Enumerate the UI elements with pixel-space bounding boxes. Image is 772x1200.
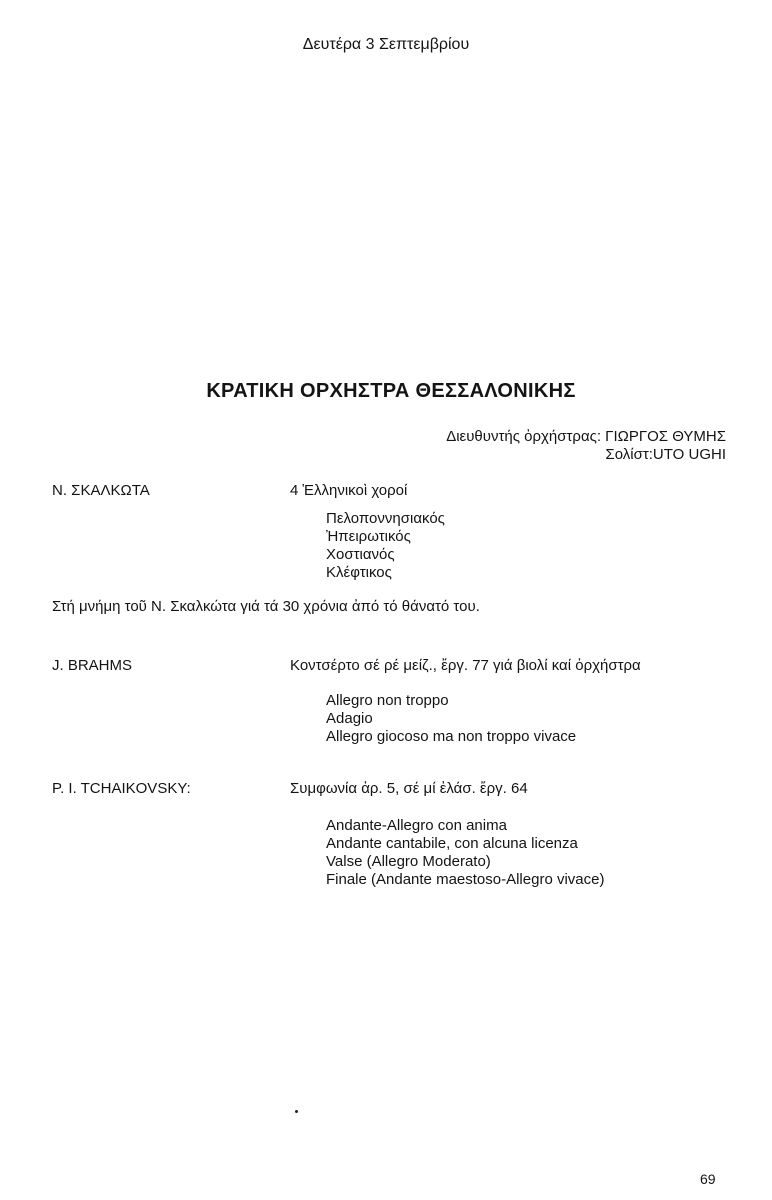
page-date-header: Δευτέρα 3 Σεπτεμβρίου <box>302 36 470 53</box>
movement-list <box>326 692 576 746</box>
movement-item: Andante cantabile, con alcuna licenza <box>326 835 578 852</box>
soloist-line: Σολίστ:UTO UGHI <box>605 446 726 463</box>
print-speck <box>295 1110 298 1113</box>
movement-item: Ἠπειρωτικός <box>326 528 411 545</box>
movement-item: Adagio <box>326 710 373 727</box>
orchestra-title: ΚΡΑΤΙΚΗ ΟΡΧΗΣΤΡΑ ΘΕΣΣΑΛΟΝΙΚΗΣ <box>206 380 576 402</box>
work-title: Κοντσέρτο σέ ρέ μείζ., ἔργ. 77 γιά βιολί καί ὀρχήστρα <box>290 657 641 674</box>
movement-item: Allegro giocoso ma non troppo vivace <box>326 728 577 745</box>
performer-credits <box>446 428 726 464</box>
work-title: Συμφωνία ἀρ. 5, σέ μί ἐλάσ. ἔργ. 64 <box>290 780 528 797</box>
movement-item: Andante-Allegro con anima <box>326 817 507 834</box>
page-number: 69 <box>700 1171 716 1187</box>
movement-item: Χοστιανός <box>326 546 395 563</box>
movement-list <box>326 510 445 582</box>
movement-item: Allegro non troppo <box>326 692 449 709</box>
composer-name: P. I. TCHAIKOVSKY: <box>52 780 191 797</box>
conductor-line: Διευθυντής ὀρχήστρας: ΓΙΩΡΓΟΣ ΘΥΜΗΣ <box>446 428 726 445</box>
movement-item: Κλέφτικος <box>326 564 392 581</box>
movement-item: Πελοποννησιακός <box>326 510 445 527</box>
work-title: 4 Ἑλληνικοὶ χοροί <box>290 482 408 499</box>
composer-name: J. BRAHMS <box>52 657 133 674</box>
movement-item: Valse (Allegro Moderato) <box>326 853 491 870</box>
memorial-note: Στή μνήμη τοῦ Ν. Σκαλκώτα γιά τά 30 χρόνια ἀπό τό θάνατό του. <box>52 598 480 615</box>
composer-name: Ν. ΣΚΑΛΚΩΤΑ <box>52 482 150 499</box>
movement-item: Finale (Andante maestoso-Allegro vivace) <box>326 871 605 888</box>
movement-list <box>326 817 604 889</box>
